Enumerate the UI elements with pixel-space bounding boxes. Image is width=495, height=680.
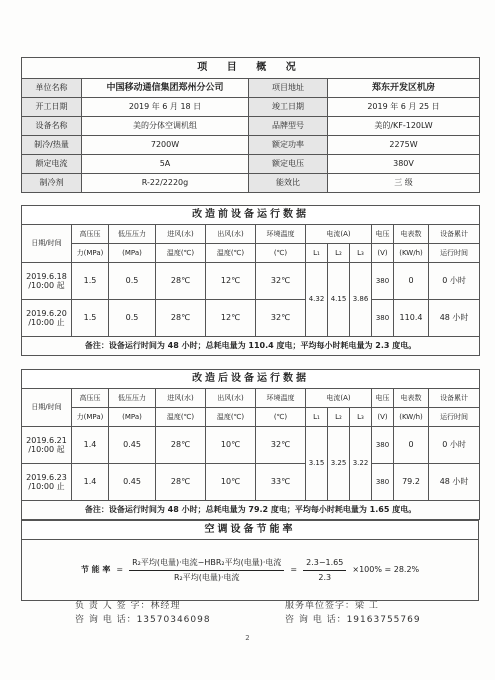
value-cell: 2019 年 6 月 25 日: [328, 98, 480, 117]
header-low-pressure-unit: (MPa): [109, 408, 156, 427]
value-cell: 美的分体空调机组: [82, 117, 249, 136]
voltage-cell: 380: [372, 263, 394, 300]
inlet-cell: 28℃: [156, 464, 206, 501]
label-cell: 额定电流: [22, 155, 82, 174]
value-cell: 郑东开发区机房: [328, 79, 480, 98]
header-low-pressure: 低压压力: [109, 225, 156, 244]
value-cell: 2019 年 6 月 18 日: [82, 98, 249, 117]
header-meter-unit: (KW/h): [394, 244, 429, 263]
header-ambient-temp: 环境温度: [256, 225, 306, 244]
header-high-pressure: 高压压: [72, 389, 109, 408]
runtime-cell: 0 小时: [429, 263, 480, 300]
label-cell: 额定功率: [249, 136, 328, 155]
header-voltage-unit: (V): [372, 244, 394, 263]
header-current: 电流(A): [306, 389, 372, 408]
date-cell: 2019.6.18 /10:00 起: [22, 263, 72, 300]
table-row: [22, 263, 480, 300]
label-cell: 竣工日期: [249, 98, 328, 117]
current-l1-cell: 4.32: [306, 263, 328, 337]
header-meter-unit: (KW/h): [394, 408, 429, 427]
hp-cell: 1.5: [72, 263, 109, 300]
current-l1-cell: 3.15: [306, 427, 328, 501]
lp-cell: 0.5: [109, 300, 156, 337]
current-l3-cell: 3.86: [350, 263, 372, 337]
value-cell: 7200W: [82, 136, 249, 155]
saving-label: 节 能 率: [80, 565, 111, 575]
header-inlet-temp: 进风(水): [156, 389, 206, 408]
header-inlet-temp-unit: 温度(℃): [156, 244, 206, 263]
header-outlet-temp-unit: 温度(℃): [206, 244, 256, 263]
before-data-table: [21, 205, 480, 356]
header-l2: L₂: [328, 408, 350, 427]
label-cell: 制冷/热量: [22, 136, 82, 155]
equals-sign: =: [290, 565, 298, 575]
date-cell: 2019.6.21 /10:00 起: [22, 427, 72, 464]
header-runtime: 设备累计: [429, 389, 480, 408]
after-note: 备注：设备运行时间为 48 小时；总耗电量为 79.2 度电；平均每小时耗电量为 1.65 度电。: [22, 501, 480, 520]
header-inlet-temp-unit: 温度(℃): [156, 408, 206, 427]
voltage-cell: 380: [372, 464, 394, 501]
header-inlet-temp: 进风(水): [156, 225, 206, 244]
value-cell: 2275W: [328, 136, 480, 155]
saving-formula: [22, 540, 479, 601]
outlet-cell: 12℃: [206, 263, 256, 300]
header-date: 日期/时间: [22, 389, 72, 427]
date-cell: 2019.6.23 /10:00 止: [22, 464, 72, 501]
meter-cell: 0: [394, 427, 429, 464]
header-runtime-2: 运行时间: [429, 244, 480, 263]
formula-denominator: R₂平均(电量)·电流: [173, 572, 240, 582]
label-cell: 额定电压: [249, 155, 328, 174]
inlet-cell: 28℃: [156, 427, 206, 464]
header-date: 日期/时间: [22, 225, 72, 263]
value-cell: 380V: [328, 155, 480, 174]
outlet-cell: 10℃: [206, 464, 256, 501]
equals-sign: =: [116, 565, 124, 575]
table-row: [22, 136, 480, 155]
table-row: [22, 427, 480, 464]
responsible-signature: 负 责 人 签 字：林经理: [75, 601, 181, 611]
header-l1: L₁: [306, 408, 328, 427]
value-numerator: 2.3−1.65: [303, 558, 346, 570]
header-row: [22, 244, 480, 263]
date-cell: 2019.6.20 /10:00 止: [22, 300, 72, 337]
value-fraction: [303, 558, 346, 581]
saving-result: ×100% = 28.2%: [352, 565, 420, 575]
header-outlet-temp: 出风(水): [206, 389, 256, 408]
current-l2-cell: 4.15: [328, 263, 350, 337]
runtime-cell: 48 小时: [429, 300, 480, 337]
after-data-table: [21, 369, 480, 520]
value-denominator: 2.3: [318, 572, 332, 582]
meter-cell: 0: [394, 263, 429, 300]
header-high-pressure-unit: 力(MPa): [72, 244, 109, 263]
lp-cell: 0.45: [109, 464, 156, 501]
header-ambient-temp-unit: (℃): [256, 408, 306, 427]
header-current: 电流(A): [306, 225, 372, 244]
header-outlet-temp: 出风(水): [206, 225, 256, 244]
overview-title: 项 目 概 况: [22, 58, 480, 79]
ambient-cell: 32℃: [256, 300, 306, 337]
ambient-cell: 32℃: [256, 263, 306, 300]
after-section-title: 改造后设备运行数据: [22, 370, 480, 389]
header-l3: L₃: [350, 408, 372, 427]
header-runtime: 设备累计: [429, 225, 480, 244]
header-meter: 电表数: [394, 225, 429, 244]
table-row: [22, 98, 480, 117]
overview-table: [21, 57, 480, 193]
header-l3: L₃: [350, 244, 372, 263]
hp-cell: 1.5: [72, 300, 109, 337]
lp-cell: 0.45: [109, 427, 156, 464]
inlet-cell: 28℃: [156, 263, 206, 300]
header-meter: 电表数: [394, 389, 429, 408]
table-row: [22, 117, 480, 136]
ambient-cell: 32℃: [256, 427, 306, 464]
formula-fraction: [129, 558, 284, 581]
header-l2: L₂: [328, 244, 350, 263]
outlet-cell: 12℃: [206, 300, 256, 337]
label-cell: 制冷剂: [22, 174, 82, 193]
table-row: [22, 464, 480, 501]
table-row: [22, 79, 480, 98]
lp-cell: 0.5: [109, 263, 156, 300]
meter-cell: 110.4: [394, 300, 429, 337]
value-cell: 三 级: [328, 174, 480, 193]
label-cell: 品牌型号: [249, 117, 328, 136]
current-l2-cell: 3.25: [328, 427, 350, 501]
header-ambient-temp-unit: (℃): [256, 244, 306, 263]
before-note: 备注：设备运行时间为 48 小时；总耗电量为 110.4 度电；平均每小时耗电量为 2.3 度电。: [22, 337, 480, 356]
label-cell: 项目地址: [249, 79, 328, 98]
label-cell: 设备名称: [22, 117, 82, 136]
current-l3-cell: 3.22: [350, 427, 372, 501]
header-ambient-temp: 环境温度: [256, 389, 306, 408]
runtime-cell: 0 小时: [429, 427, 480, 464]
value-cell: 中国移动通信集团郑州分公司: [82, 79, 249, 98]
saving-rate-table: [21, 520, 479, 601]
header-runtime-2: 运行时间: [429, 408, 480, 427]
saving-section-title: 空调设备节能率: [22, 521, 479, 540]
formula-numerator: R₂平均(电量)·电流−HBR₂平均(电量)·电流: [129, 558, 284, 570]
header-low-pressure: 低压压力: [109, 389, 156, 408]
service-signature: 服务单位签字：梁 工: [285, 601, 379, 611]
service-phone: 咨 询 电 话：19163755769: [285, 615, 421, 625]
label-cell: 单位名称: [22, 79, 82, 98]
value-cell: 5A: [82, 155, 249, 174]
header-voltage: 电压: [372, 225, 394, 244]
header-row: [22, 408, 480, 427]
header-high-pressure: 高压压: [72, 225, 109, 244]
page-number: 2: [245, 634, 250, 642]
header-l1: L₁: [306, 244, 328, 263]
label-cell: 能效比: [249, 174, 328, 193]
header-voltage: 电压: [372, 389, 394, 408]
table-row: [22, 155, 480, 174]
responsible-phone: 咨 询 电 话：13570346098: [75, 615, 211, 625]
header-voltage-unit: (V): [372, 408, 394, 427]
voltage-cell: 380: [372, 427, 394, 464]
value-cell: 美的/KF-120LW: [328, 117, 480, 136]
inlet-cell: 28℃: [156, 300, 206, 337]
before-section-title: 改造前设备运行数据: [22, 206, 480, 225]
hp-cell: 1.4: [72, 427, 109, 464]
table-row: [22, 300, 480, 337]
outlet-cell: 10℃: [206, 427, 256, 464]
hp-cell: 1.4: [72, 464, 109, 501]
label-cell: 开工日期: [22, 98, 82, 117]
meter-cell: 79.2: [394, 464, 429, 501]
header-low-pressure-unit: (MPa): [109, 244, 156, 263]
runtime-cell: 48 小时: [429, 464, 480, 501]
header-row: [22, 225, 480, 244]
header-row: [22, 389, 480, 408]
header-high-pressure-unit: 力(MPa): [72, 408, 109, 427]
table-row: [22, 174, 480, 193]
header-outlet-temp-unit: 温度(℃): [206, 408, 256, 427]
value-cell: R-22/2220g: [82, 174, 249, 193]
ambient-cell: 33℃: [256, 464, 306, 501]
voltage-cell: 380: [372, 300, 394, 337]
